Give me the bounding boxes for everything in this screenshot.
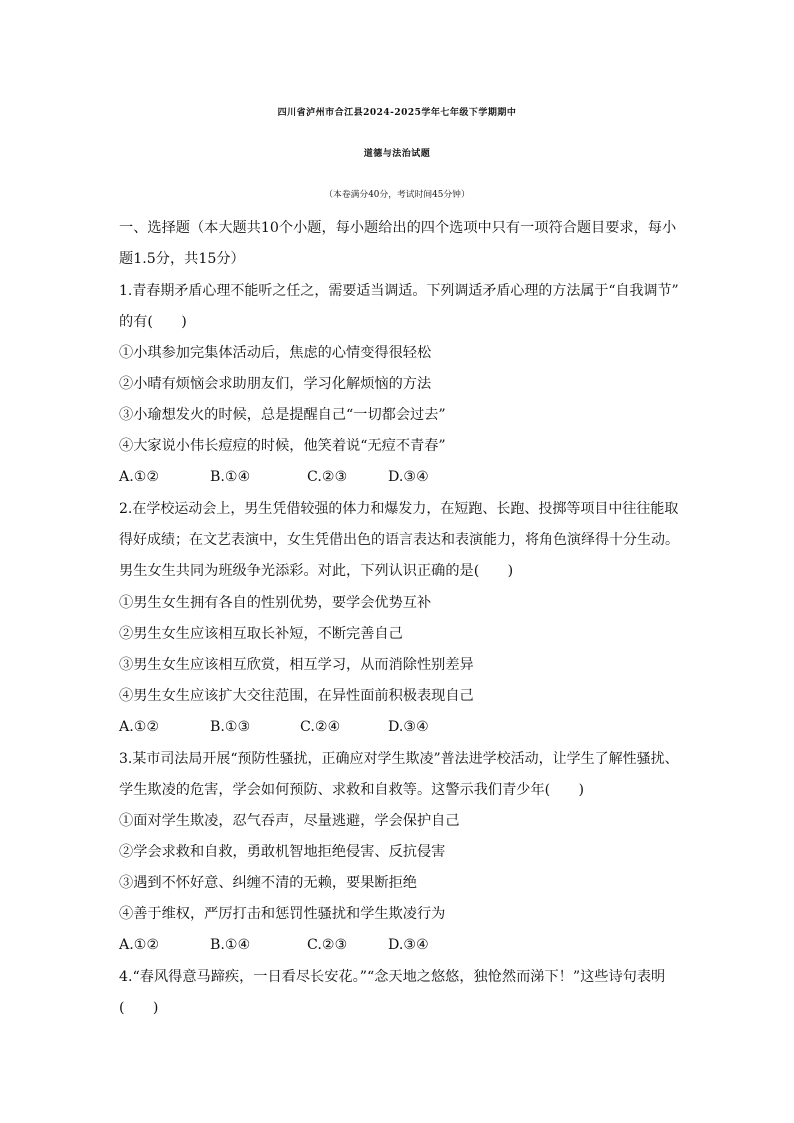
section-heading-cont: 题1.5分，共15分） [119,251,245,267]
question-2-item-1: ①男生女生拥有各自的性别优势，要学会优势互补 [119,595,432,611]
option-b: B.①④ [210,937,251,953]
question-1-item-3: ③小瑜想发火的时候，总是提醒自己“一切都会过去” [119,407,446,423]
question-3-item-2: ②学会求救和自救，勇敢机智地拒绝侵害、反抗侵害 [119,844,446,860]
question-2-stem: 2.在学校运动会上，男生凭借较强的体力和爆发力，在短跑、长跑、投掷等项目中往往能取 [119,501,679,517]
question-1-item-1: ①小琪参加完集体活动后，焦虑的心情变得很轻松 [119,345,432,361]
option-b: B.①④ [210,469,251,485]
question-3-stem-cont: 学生欺凌的危害，学会如何预防、求救和自救等。这警示我们青少年( ) [119,782,585,798]
option-d: D.③④ [388,469,429,485]
exam-note: （本卷满分40分，考试时间45分钟） [324,190,470,200]
question-4-stem: 4.“春风得意马蹄疾，一日看尽长安花。”“念天地之悠悠，独怆然而涕下！”这些诗句表明 [119,969,666,985]
option-c: C.②④ [300,719,341,735]
question-2-stem-cont-2: 男生女生共同为班级争光添彩。对此，下列认识正确的是( ) [119,563,514,579]
question-2-item-3: ③男生女生应该相互欣赏，相互学习，从而消除性别差异 [119,657,474,673]
option-b: B.①③ [210,719,251,735]
option-a: A.①② [119,469,160,485]
option-c: C.②③ [307,469,348,485]
question-4-stem-cont: ( ) [119,1000,159,1016]
question-1-stem: 1.青春期矛盾心理不能听之任之，需要适当调适。下列调适矛盾心理的方法属于“自我调节” [119,283,679,299]
question-1-stem-cont: 的有( ) [119,314,187,330]
exam-subject-title: 道德与法治试题 [363,149,431,159]
question-1-item-2: ②小晴有烦恼会求助朋友们，学习化解烦恼的方法 [119,376,432,392]
question-3-stem: 3.某市司法局开展“预防性骚扰，正确应对学生欺凌”普法进学校活动，让学生了解性骚扰、 [119,751,679,767]
section-heading: 一、选择题（本大题共10个小题，每小题给出的四个选项中只有一项符合题目要求，每小 [119,220,677,236]
option-d: D.③④ [388,719,429,735]
option-a: A.①② [119,937,160,953]
question-1-item-4: ④大家说小伟长痘痘的时候，他笑着说“无痘不青春” [119,438,446,454]
question-2-item-2: ②男生女生应该相互取长补短，不断完善自己 [119,626,403,642]
question-3-item-4: ④善于维权，严厉打击和惩罚性骚扰和学生欺凌行为 [119,906,446,922]
question-2-stem-cont-1: 得好成绩；在文艺表演中，女生凭借出色的语言表达和表演能力，将角色演绎得十分生动。 [119,532,679,548]
option-c: C.②③ [307,937,348,953]
question-3-item-1: ①面对学生欺凌，忍气吞声，尽量逃避，学会保护自己 [119,813,460,829]
option-d: D.③④ [388,937,429,953]
question-3-item-3: ③遇到不怀好意、纠缠不清的无赖，要果断拒绝 [119,875,417,891]
question-2-item-4: ④男生女生应该扩大交往范围，在异性面前积极表现自己 [119,688,474,704]
exam-title: 四川省泸州市合江县2024-2025学年七年级下学期期中 [277,108,517,118]
option-a: A.①② [119,719,160,735]
